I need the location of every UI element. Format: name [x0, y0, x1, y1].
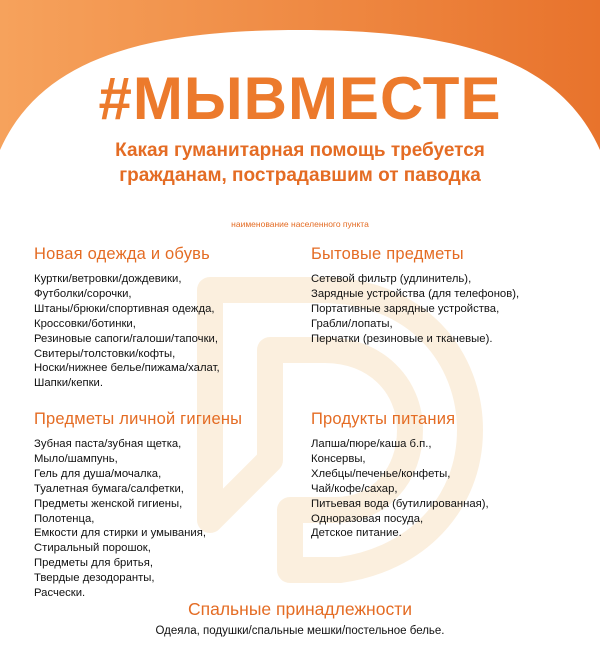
list-item: Питьевая вода (бутилированная),: [311, 497, 489, 510]
section-clothes: [34, 244, 220, 391]
list-item: Предметы для бритья,: [34, 557, 153, 570]
item-list: [34, 437, 242, 601]
section-bedding: [0, 598, 600, 639]
list-item: Кроссовки/ботинки,: [34, 317, 136, 330]
list-item: Перчатки (резиновые и тканевые).: [311, 332, 493, 345]
section-title: Спальные принадлежности: [188, 599, 412, 619]
section-household: [311, 244, 519, 347]
section-food: [311, 409, 489, 541]
list-item: Зарядные устройства (для телефонов),: [311, 287, 520, 300]
section-title: Бытовые предметы: [311, 245, 464, 263]
list-item: Хлебцы/печенье/конфеты,: [311, 467, 451, 480]
list-item: Штаны/брюки/спортивная одежда,: [34, 302, 215, 315]
subtitle-line-1: Какая гуманитарная помощь требуется: [115, 140, 485, 161]
section-hygiene: [34, 409, 242, 601]
list-item: Носки/нижнее белье/пижама/халат,: [34, 362, 220, 375]
section-title: Новая одежда и обувь: [34, 245, 210, 263]
item-list: [311, 437, 489, 541]
section-title: Предметы личной гигиены: [34, 410, 243, 428]
list-item: Расчески.: [34, 587, 86, 600]
subtitle: [60, 138, 540, 188]
list-item: Полотенца,: [34, 512, 95, 525]
bedding-text: Одеяла, подушки/спальные мешки/постельное белье.: [155, 625, 445, 637]
list-item: Свитеры/толстовки/кофты,: [34, 347, 176, 360]
list-item: Сетевой фильтр (удлинитель),: [311, 273, 472, 285]
list-item: Лапша/пюре/каша б.п.,: [311, 438, 432, 450]
locality-label: наименование населенного пункта: [231, 219, 369, 229]
list-item: Стиральный порошок,: [34, 542, 151, 555]
list-item: Зубная паста/зубная щетка,: [34, 438, 182, 450]
hashtag-title: #МЫВМЕСТЕ: [98, 65, 502, 132]
list-item: Шапки/кепки.: [34, 377, 104, 390]
list-item: Предметы женской гигиены,: [34, 497, 183, 510]
list-item: Куртки/ветровки/дождевики,: [34, 273, 182, 285]
list-item: Чай/кофе/сахар,: [311, 482, 398, 495]
list-item: Гель для душа/мочалка,: [34, 467, 162, 480]
list-item: Мыло/шампунь,: [34, 452, 118, 465]
list-item: Одноразовая посуда,: [311, 512, 424, 525]
list-item: Консервы,: [311, 452, 366, 465]
list-item: Портативные зарядные устройства,: [311, 302, 500, 315]
section-title: Продукты питания: [311, 410, 456, 428]
subtitle-line-2: гражданам, пострадавшим от паводка: [119, 165, 481, 186]
list-item: Твердые дезодоранты,: [34, 572, 155, 585]
list-item: Футболки/сорочки,: [34, 287, 132, 300]
item-list: [311, 272, 519, 347]
list-item: Емкости для стирки и умывания,: [34, 527, 206, 540]
list-item: Грабли/лопаты,: [311, 317, 393, 330]
list-item: Резиновые сапоги/галоши/тапочки,: [34, 332, 218, 345]
list-item: Туалетная бумага/салфетки,: [34, 482, 184, 495]
item-list: [34, 272, 220, 391]
list-item: Детское питание.: [311, 527, 402, 540]
